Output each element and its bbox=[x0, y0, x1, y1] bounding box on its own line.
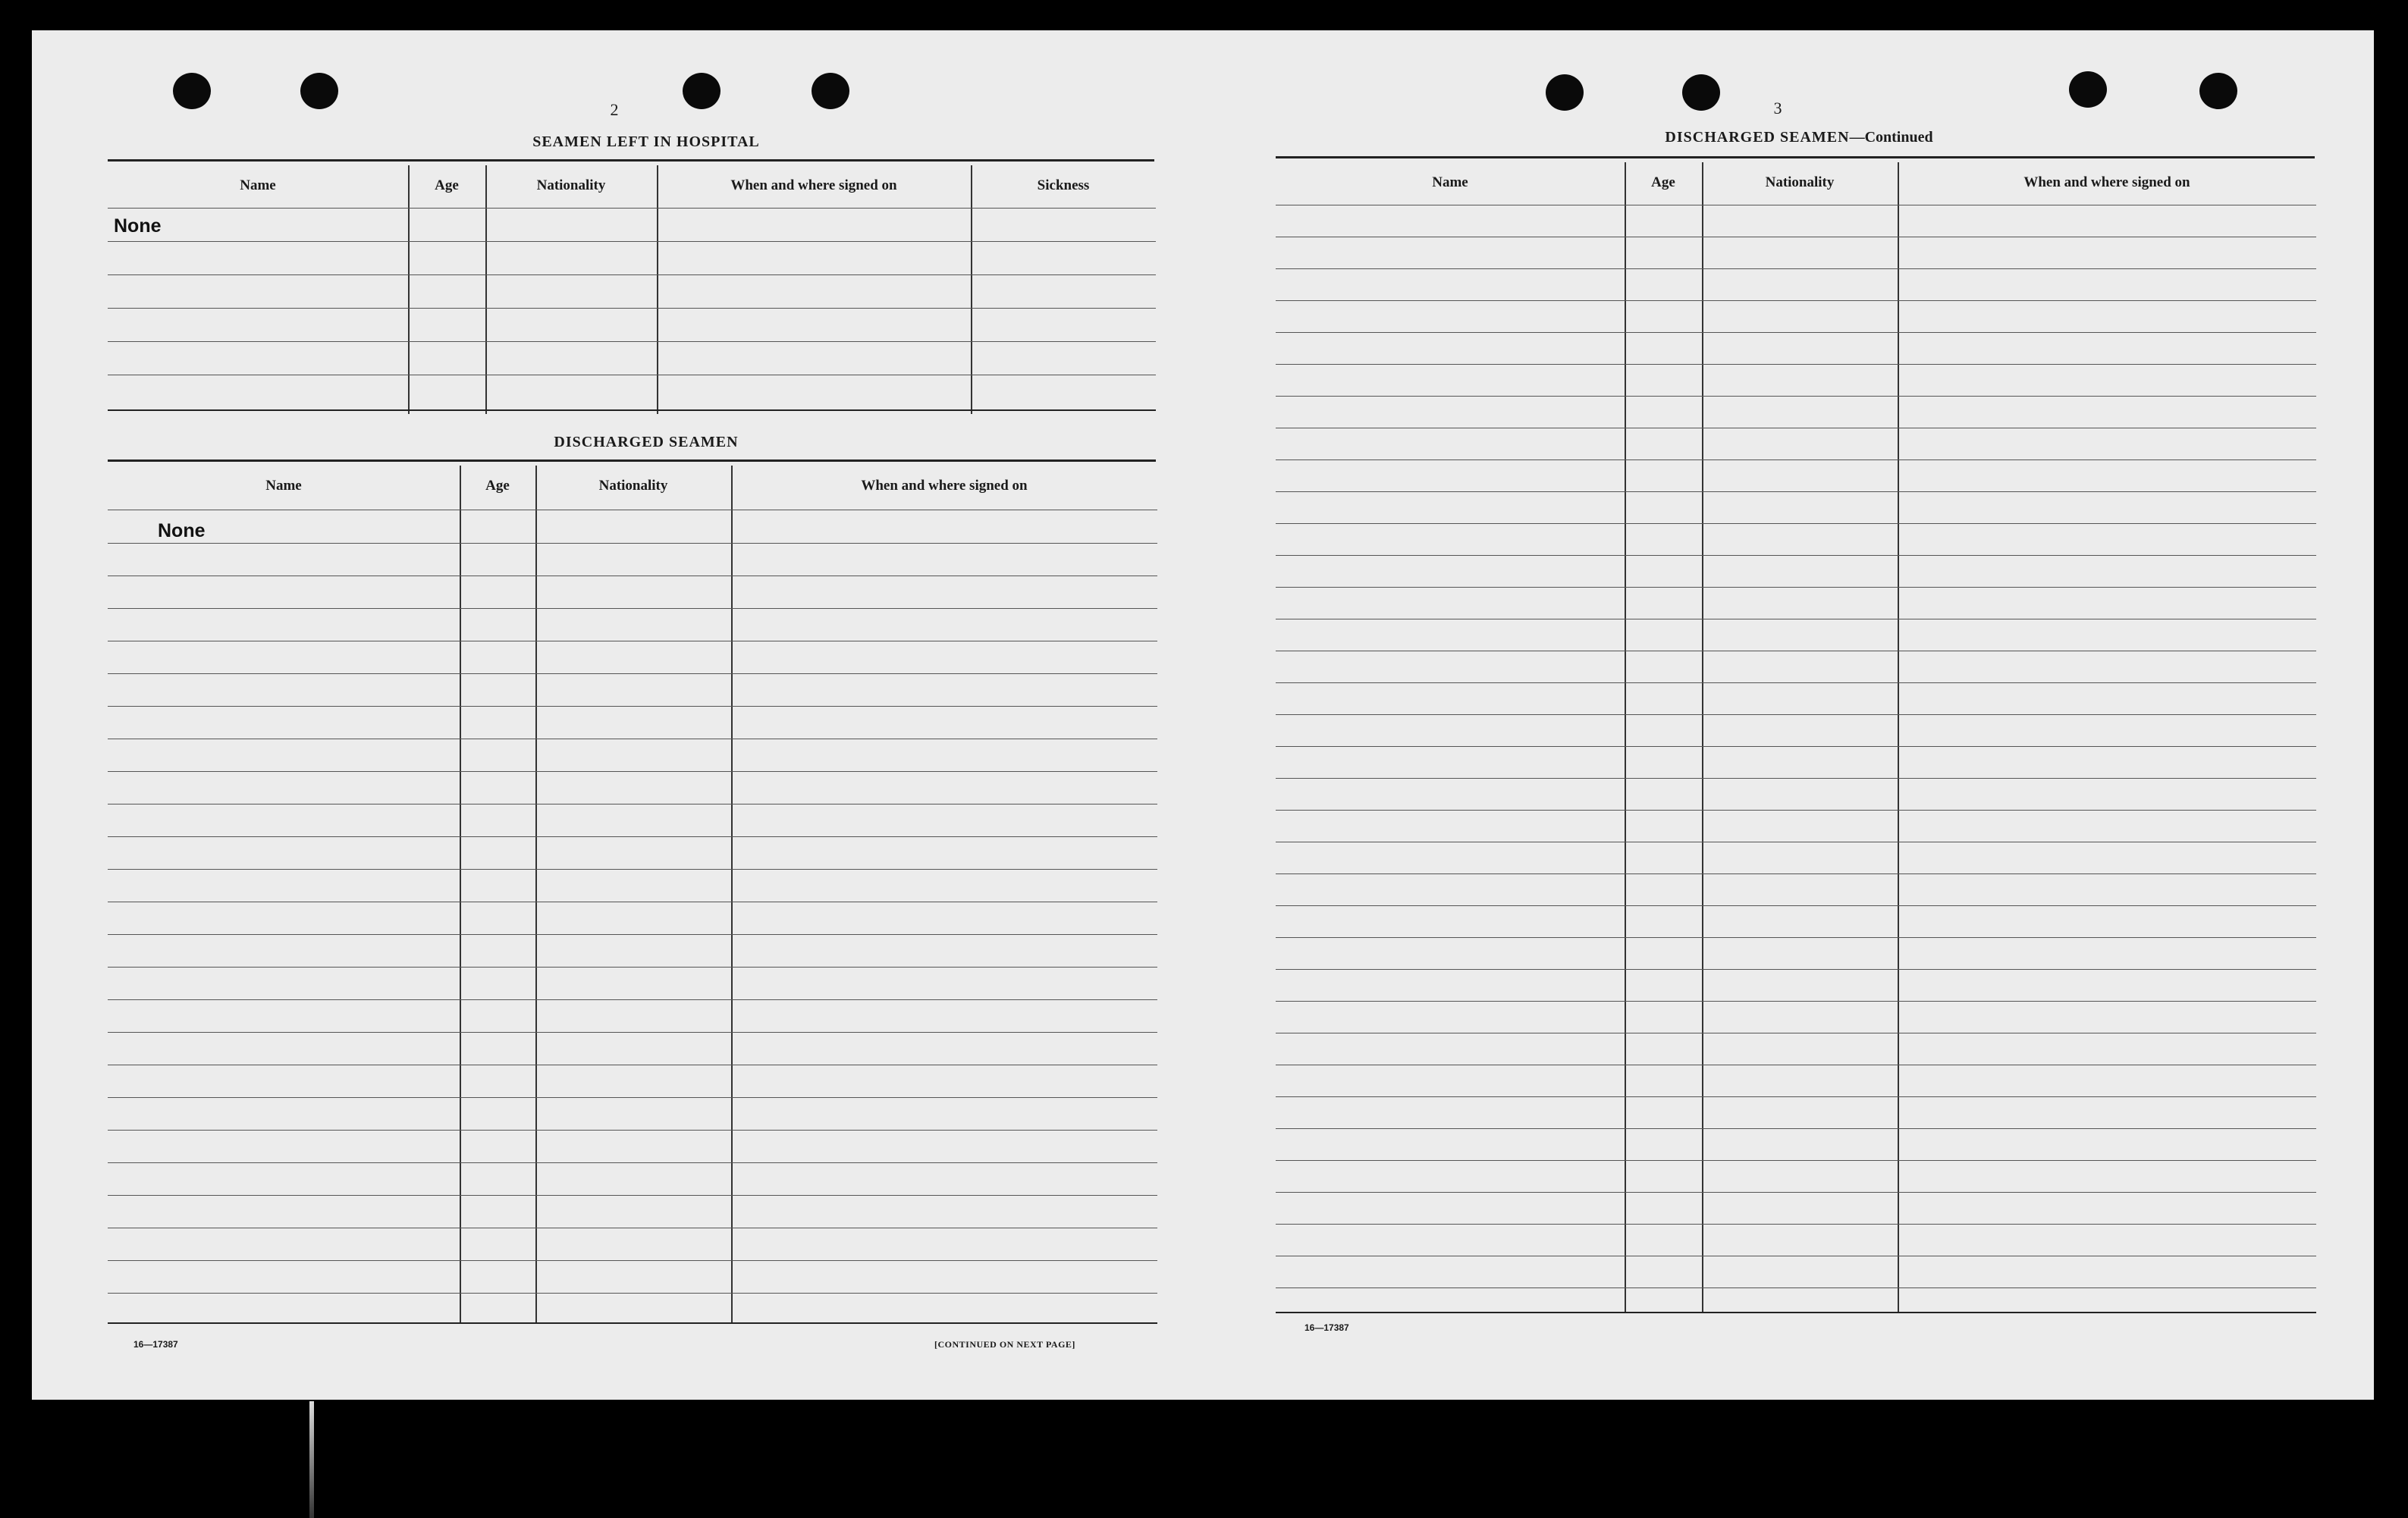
section-rule bbox=[108, 459, 1156, 462]
column-divider bbox=[408, 165, 410, 414]
row-line bbox=[108, 1293, 1157, 1294]
row-line bbox=[1276, 810, 2316, 811]
column-header-signed-on: When and where signed on bbox=[730, 177, 897, 193]
punch-hole bbox=[812, 73, 849, 109]
column-divider bbox=[971, 165, 972, 414]
row-line bbox=[1276, 523, 2316, 524]
row-line bbox=[1276, 268, 2316, 269]
discharged-table-right bbox=[1276, 162, 2316, 1315]
row-line bbox=[1276, 396, 2316, 397]
row-line bbox=[108, 241, 1156, 242]
column-divider bbox=[1898, 162, 1899, 1312]
row-line bbox=[108, 869, 1157, 870]
row-line bbox=[1276, 873, 2316, 874]
punch-hole bbox=[683, 73, 721, 109]
form-code: 16—17387 bbox=[133, 1339, 178, 1350]
section-title-discharged: DISCHARGED SEAMEN bbox=[554, 434, 739, 450]
punch-hole bbox=[300, 73, 338, 109]
column-divider bbox=[657, 165, 658, 414]
row-line bbox=[108, 999, 1157, 1000]
row-line bbox=[1276, 937, 2316, 938]
row-line bbox=[1276, 1001, 2316, 1002]
row-line bbox=[108, 1195, 1157, 1196]
column-header-age: Age bbox=[435, 177, 459, 193]
row-line bbox=[1276, 1096, 2316, 1097]
punch-hole bbox=[2199, 73, 2237, 109]
row-line bbox=[1276, 587, 2316, 588]
continued-note: [CONTINUED ON NEXT PAGE] bbox=[934, 1339, 1075, 1350]
row-line bbox=[1276, 1224, 2316, 1225]
row-line bbox=[1276, 300, 2316, 301]
section-title-discharged-continued bbox=[1511, 129, 2087, 146]
row-line bbox=[108, 836, 1157, 837]
row-line bbox=[1276, 1160, 2316, 1161]
row-line bbox=[108, 1097, 1157, 1098]
discharged-entry-none: None bbox=[158, 520, 206, 541]
column-header-nationality: Nationality bbox=[1765, 174, 1835, 190]
discharged-table-left bbox=[108, 466, 1157, 1327]
punch-hole bbox=[173, 73, 211, 109]
row-line bbox=[108, 673, 1157, 674]
column-divider bbox=[1625, 162, 1626, 1312]
row-line bbox=[108, 341, 1156, 342]
row-line bbox=[108, 1130, 1157, 1131]
row-line bbox=[1276, 459, 2316, 460]
punch-hole bbox=[1546, 74, 1584, 111]
column-divider bbox=[485, 165, 487, 414]
page-number: 3 bbox=[1773, 99, 1782, 118]
column-header-signed-on: When and where signed on bbox=[2023, 174, 2190, 190]
row-line bbox=[108, 934, 1157, 935]
column-header-signed-on: When and where signed on bbox=[861, 478, 1028, 494]
section-rule bbox=[1276, 156, 2315, 158]
row-line bbox=[108, 706, 1157, 707]
row-line bbox=[108, 771, 1157, 772]
header-underline bbox=[108, 208, 1156, 209]
hospital-table bbox=[108, 165, 1156, 414]
row-line bbox=[1276, 778, 2316, 779]
row-line bbox=[1276, 555, 2316, 556]
row-line bbox=[1276, 1128, 2316, 1129]
column-header-age: Age bbox=[1651, 174, 1675, 190]
section-title-continued: —Continued bbox=[1849, 129, 1933, 146]
row-line bbox=[108, 543, 1157, 544]
row-line bbox=[108, 308, 1156, 309]
row-line bbox=[108, 274, 1156, 275]
form-code: 16—17387 bbox=[1304, 1322, 1349, 1333]
table-bottom-rule bbox=[108, 1322, 1157, 1324]
page-number: 2 bbox=[610, 100, 619, 119]
column-header-name: Name bbox=[265, 478, 302, 494]
section-rule bbox=[108, 159, 1154, 162]
row-line bbox=[108, 967, 1157, 968]
row-line bbox=[108, 608, 1157, 609]
column-divider bbox=[1702, 162, 1703, 1312]
section-title-hospital: SEAMEN LEFT IN HOSPITAL bbox=[532, 133, 760, 150]
row-line bbox=[1276, 1287, 2316, 1288]
row-line bbox=[108, 1032, 1157, 1033]
column-header-age: Age bbox=[485, 478, 510, 494]
column-header-nationality: Nationality bbox=[598, 478, 668, 494]
torn-edge bbox=[309, 1401, 314, 1518]
column-divider bbox=[460, 466, 461, 1322]
column-header-name: Name bbox=[1432, 174, 1468, 190]
column-header-nationality: Nationality bbox=[536, 177, 606, 193]
row-line bbox=[1276, 491, 2316, 492]
row-line bbox=[1276, 746, 2316, 747]
table-bottom-rule bbox=[1276, 1312, 2316, 1313]
row-line bbox=[1276, 714, 2316, 715]
punch-hole bbox=[2069, 71, 2107, 108]
column-header-sickness: Sickness bbox=[1037, 177, 1090, 193]
document-sheet bbox=[32, 30, 2374, 1400]
hospital-entry-none: None bbox=[114, 215, 162, 237]
row-line bbox=[1276, 1192, 2316, 1193]
row-line bbox=[1276, 682, 2316, 683]
row-line bbox=[108, 1260, 1157, 1261]
row-line bbox=[1276, 969, 2316, 970]
row-line bbox=[1276, 905, 2316, 906]
row-line bbox=[1276, 364, 2316, 365]
row-line bbox=[1276, 332, 2316, 333]
column-divider bbox=[535, 466, 537, 1322]
punch-hole bbox=[1682, 74, 1720, 111]
row-line bbox=[108, 1162, 1157, 1163]
section-title-main: DISCHARGED SEAMEN bbox=[1665, 129, 1850, 146]
table-bottom-rule bbox=[108, 409, 1156, 411]
column-header-name: Name bbox=[240, 177, 276, 193]
column-divider bbox=[731, 466, 733, 1322]
